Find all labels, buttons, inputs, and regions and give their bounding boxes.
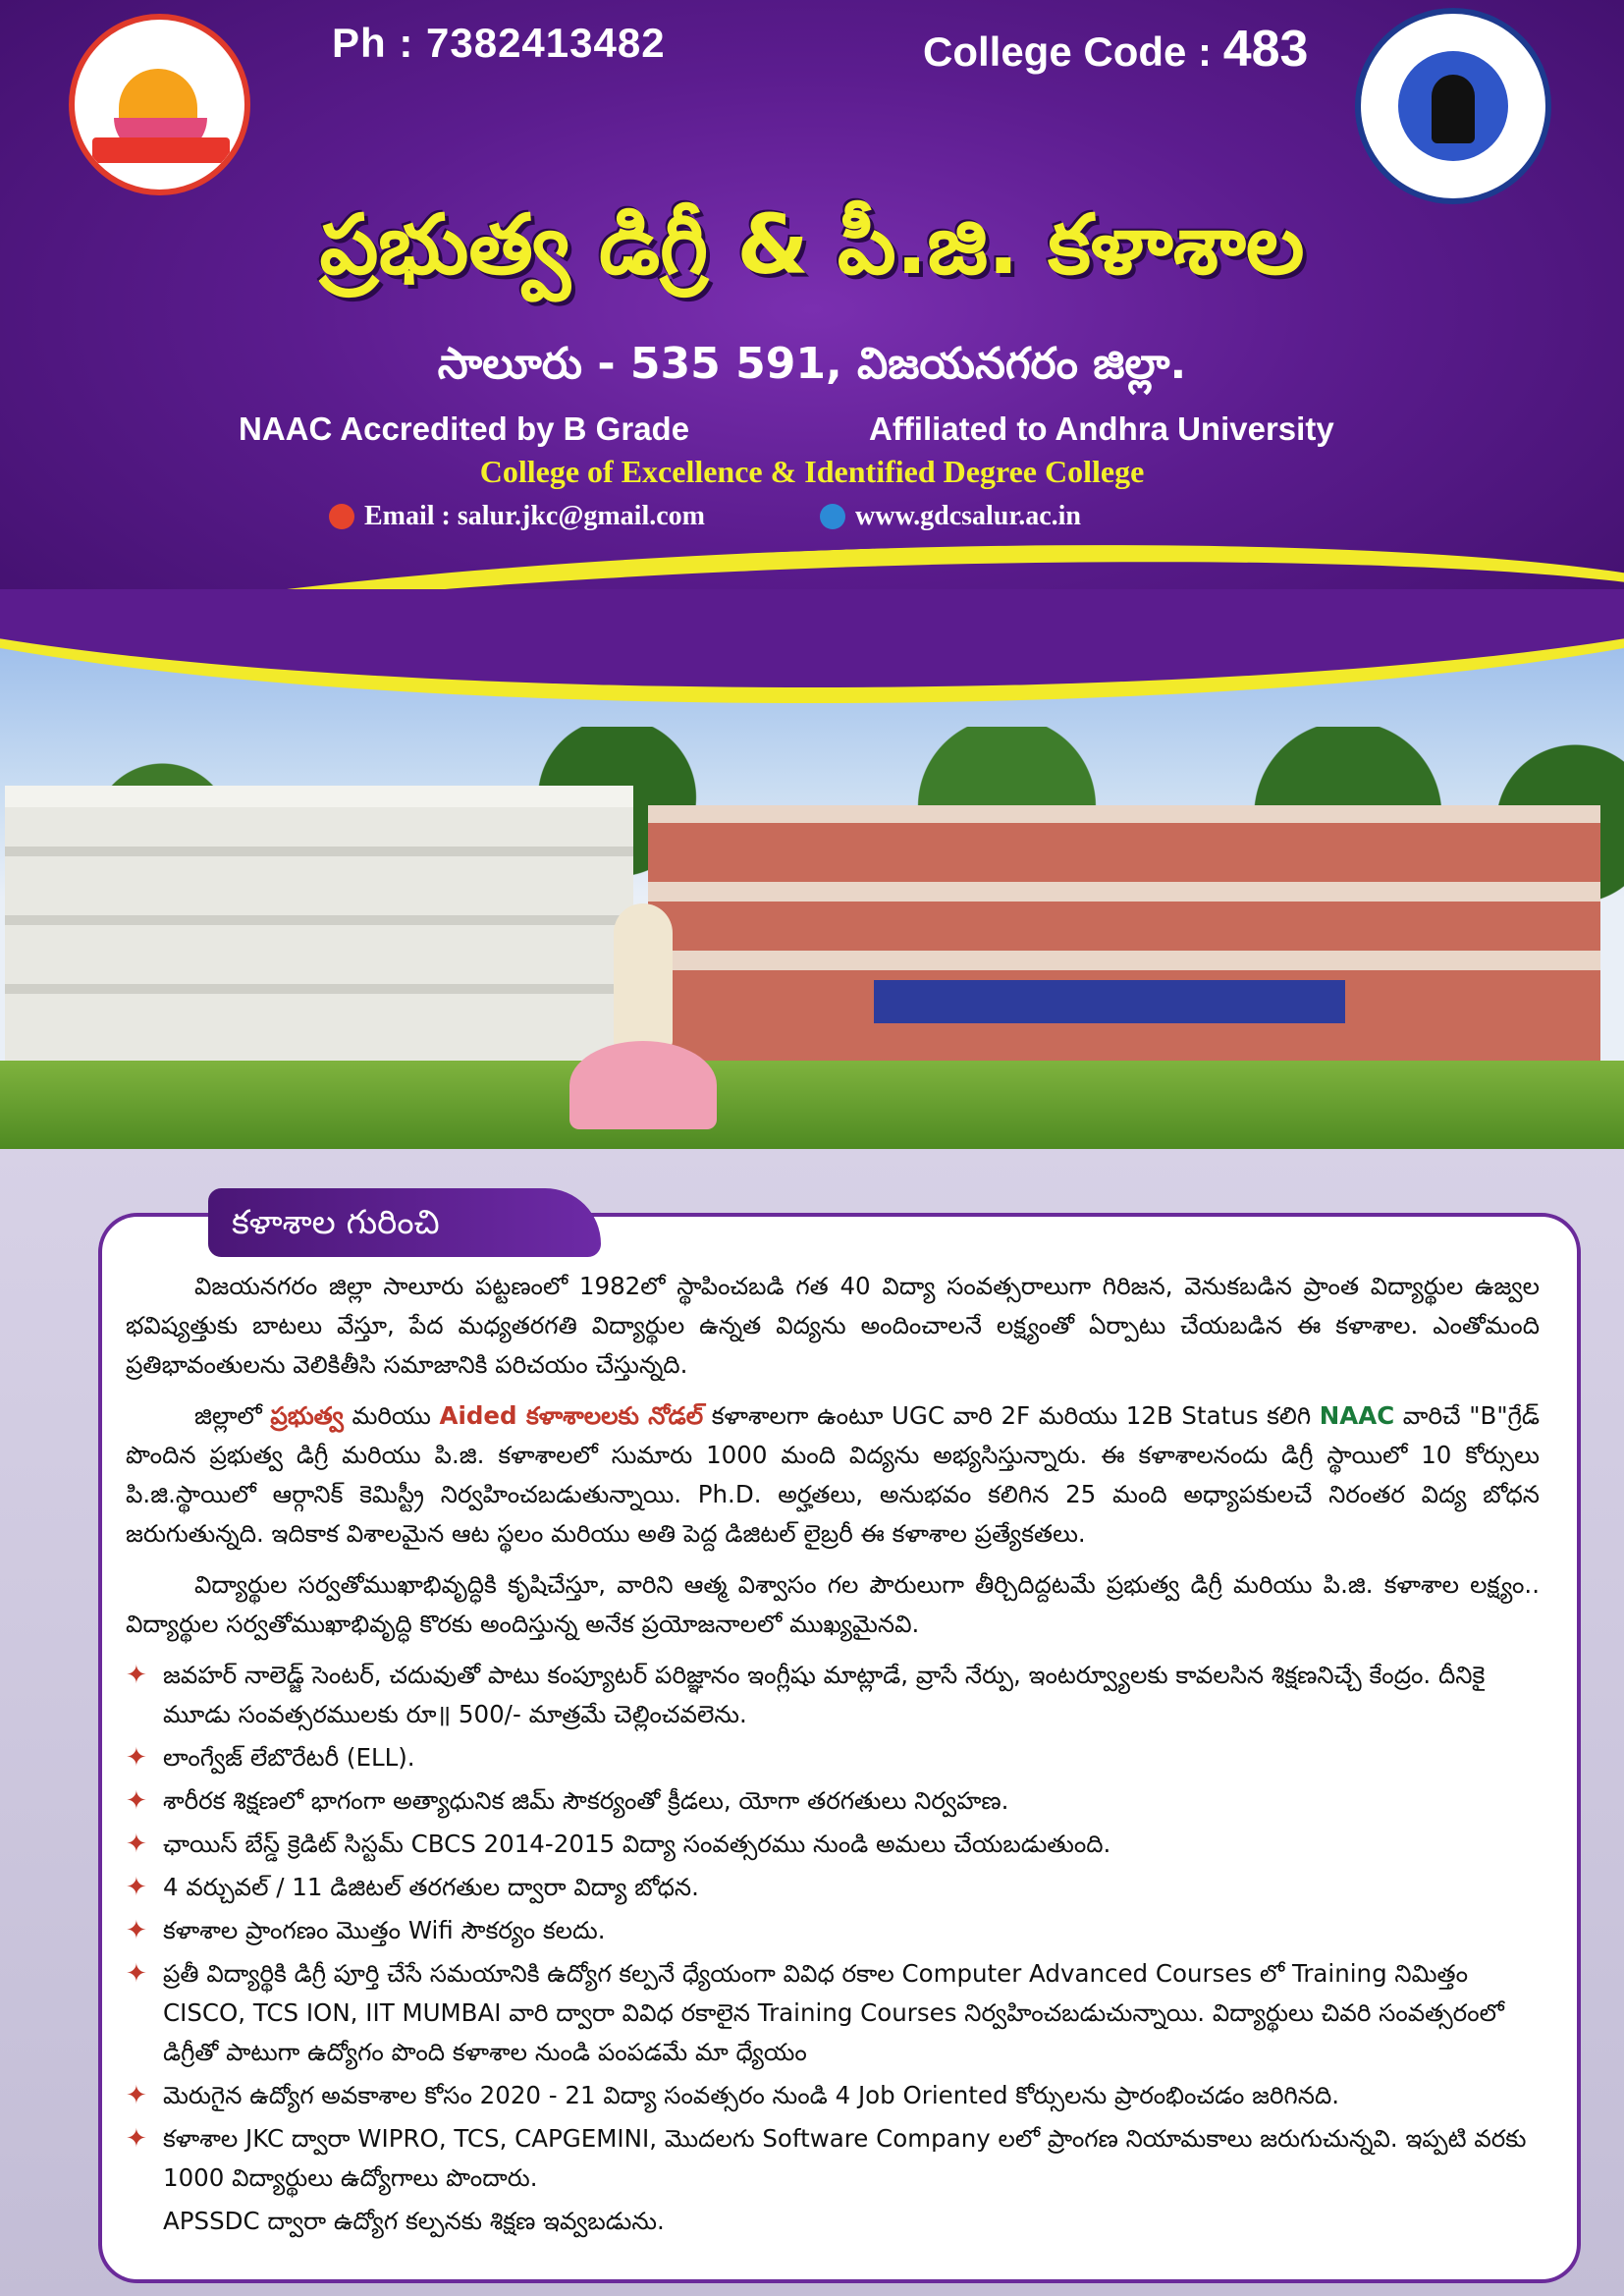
list-item: ✦ లాంగ్వేజ్ లేబొరేటరీ (ELL). bbox=[126, 1738, 1540, 1777]
naac-accreditation: NAAC Accredited by B Grade bbox=[239, 410, 690, 447]
globe-icon bbox=[820, 504, 845, 529]
red-building bbox=[648, 805, 1600, 1088]
apssdc-note: APSSDC ద్వారా ఉద్యోగ కల్పనకు శిక్షణ ఇవ్వబడును. bbox=[163, 2207, 665, 2235]
yellow-curve bbox=[0, 589, 1624, 703]
list-item: ✦ 4 వర్చువల్ / 11 డిజిటల్ తరగతుల ద్వారా విద్యా బోధన. bbox=[126, 1868, 1540, 1907]
email-contact[interactable] bbox=[329, 501, 705, 532]
statue-lotus-base bbox=[569, 1041, 717, 1129]
list-item: ✦ ప్రతీ విద్యార్థికి డిగ్రీ పూర్తి చేసే సమయానికి ఉద్యోగ కల్పనే ధ్యేయంగా వివిధ రకాల Computer Advanced Courses లో Training నిమిత్తం CISCO, TCS ION, IIT MUMBAI వారి ద్వారా వివిధ రకాలైన Training Courses నిర్వహించబడుచున్నాయి. విద్యార్థులు చివరి సంవత్సరంలో డిగ్రీతో పాటుగా ఉద్యోగం పొంది కళాశాల నుండి పంపడమే మా ధ్యేయం bbox=[126, 1954, 1540, 2072]
naac-highlight: NAAC bbox=[1319, 1401, 1395, 1430]
balcony-rail bbox=[5, 984, 633, 994]
email-text: Email : salur.jkc@gmail.com bbox=[364, 501, 705, 531]
website-link[interactable] bbox=[820, 501, 1081, 532]
phone-number: Ph : 7382413482 bbox=[332, 20, 666, 66]
university-affiliation: Affiliated to Andhra University bbox=[869, 410, 1334, 447]
nodal-highlight: Aided కళాశాలలకు నోడల్ bbox=[439, 1401, 704, 1430]
white-building bbox=[5, 786, 633, 1092]
college-title: ప్రభుత్వ డిగ్రీ & పీ.జి. కళాశాల bbox=[319, 196, 1305, 293]
benefits-list bbox=[126, 1656, 1540, 2198]
college-code-number: 483 bbox=[1222, 21, 1309, 78]
list-item: ✦ ఛాయిస్ బేస్డ్ క్రెడిట్ సిస్టమ్ CBCS 2014-2015 విద్యా సంవత్సరము నుండి అమలు చేయబడుతుంది. bbox=[126, 1825, 1540, 1864]
about-paragraph-1: విజయనగరం జిల్లా సాలూరు పట్టణంలో 1982లో స్థాపించబడి గత 40 విద్యా సంవత్సరాలుగా గిరిజన, వెనుకబడిన ప్రాంత విద్యార్థుల ఉజ్వల భవిష్యత్తుకు బాటలు వేస్తూ, పేద మధ్యతరగతి విద్యార్థుల ఉన్నత విద్యను అందించాలనే లక్ష్యంతో ఏర్పాటు చేయబడిన ఈ కళాశాల. ఎంతోమంది ప్రతిభావంతులను వెలికితీసి సమాజానికి పరిచయం చేస్తున్నది. bbox=[126, 1272, 1540, 1379]
about-content bbox=[126, 1267, 1540, 2241]
ribbon-icon bbox=[92, 137, 230, 163]
website-text: www.gdcsalur.ac.in bbox=[855, 501, 1082, 531]
header-banner bbox=[0, 0, 1624, 687]
college-seal-logo bbox=[69, 14, 250, 195]
lawn bbox=[0, 1061, 1624, 1149]
college-code-label: College Code : bbox=[923, 28, 1223, 75]
college-address: సాలూరు - 535 591, విజయనగరం జిల్లా. bbox=[437, 339, 1187, 389]
list-item: ✦ కళాశాల ప్రాంగణం మొత్తం Wifi సౌకర్యం కలదు. bbox=[126, 1911, 1540, 1950]
building-band bbox=[648, 951, 1600, 970]
govt-highlight: ప్రభుత్వ bbox=[270, 1401, 344, 1430]
building-band bbox=[648, 882, 1600, 902]
statue-figure bbox=[614, 903, 673, 1051]
building-signboard bbox=[874, 980, 1345, 1023]
college-code bbox=[923, 20, 1308, 79]
balcony-rail bbox=[5, 915, 633, 925]
para2-text: మరియు bbox=[343, 1401, 440, 1430]
para2-text: వారిచే "B"గ్రేడ్ పొందిన ప్రభుత్వ డిగ్రీ మరియు పి.జి. కళాశాలలో సుమారు 1000 మంది విద్యను అభ్యసిస్తున్నారు. ఈ కళాశాలనందు డిగ్రీ స్థాయిలో 10 కోర్సులు పి.జి.స్థాయిలో ఆర్గానిక్ కెమిస్ట్రీ నిర్వహించబడుతున్నాయి. Ph.D. అర్హతలు, అనుభవం కలిగిన 25 మంది అధ్యాపకులచే నిరంతర విద్య బోధన జరుగుతున్నది. ఇదికాక విశాలమైన ఆట స్థలం మరియు అతి పెద్ద డిజిటల్ లైబ్రరీ ఈ కళాశాల ప్రత్యేకతలు. bbox=[126, 1401, 1541, 1548]
graduate-icon bbox=[1432, 75, 1475, 143]
mail-icon bbox=[329, 504, 354, 529]
list-item: ✦ కళాశాల JKC ద్వారా WIPRO, TCS, CAPGEMINI, మొదలగు Software Company లలో ప్రాంగణ నియామకాలు జరుగుచున్నవి. ఇప్పటి వరకు 1000 విద్యార్థులు ఉద్యోగాలు పొందారు. bbox=[126, 2119, 1540, 2198]
commissionerate-seal-logo bbox=[1355, 8, 1551, 204]
list-item: ✦ జవహర్ నాలెడ్జ్ సెంటర్, చదువుతో పాటు కంప్యూటర్ పరిజ్ఞానం ఇంగ్లీషు మాట్లాడే, వ్రాసే నేర్పు, ఇంటర్వ్యూలకు కావలసిన శిక్షణనిచ్చే కేంద్రం. దీనికై మూడు సంవత్సరములకు రూ॥ 500/- మాత్రమే చెల్లించవలెను. bbox=[126, 1656, 1540, 1734]
excellence-tagline: College of Excellence & Identified Degree College bbox=[479, 454, 1145, 489]
para2-text: కళాశాలగా ఉంటూ UGC వారి 2F మరియు 12B Status కలిగి bbox=[703, 1401, 1320, 1430]
list-item: ✦ మెరుగైన ఉద్యోగ అవకాశాల కోసం 2020 - 21 విద్యా సంవత్సరం నుండి 4 Job Oriented కోర్సులను ప్రారంభించడం జరిగినది. bbox=[126, 2076, 1540, 2115]
list-item: ✦ శారీరక శిక్షణలో భాగంగా అత్యాధునిక జిమ్ సౌకర్యంతో క్రీడలు, యోగా తరగతులు నిర్వహణ. bbox=[126, 1781, 1540, 1821]
about-paragraph-2 bbox=[126, 1396, 1540, 1554]
about-heading: కళాశాల గురించి bbox=[208, 1188, 601, 1257]
saraswati-statue bbox=[569, 903, 717, 1144]
para2-text: జిల్లాలో bbox=[194, 1401, 271, 1430]
balcony-rail bbox=[5, 847, 633, 856]
about-paragraph-3: విద్యార్థుల సర్వతోముఖాభివృద్ధికి కృషిచేస్తూ, వారిని ఆత్మ విశ్వాసం గల పౌరులుగా తీర్చిదిద్దటమే ప్రభుత్వ డిగ్రీ మరియు పి.జి. కళాశాల లక్ష్యం.. విద్యార్థుల సర్వతోముఖాభివృద్ధి కొరకు అందిస్తున్న అనేక ప్రయోజనాలలో ముఖ్యమైనవి. bbox=[126, 1570, 1540, 1638]
